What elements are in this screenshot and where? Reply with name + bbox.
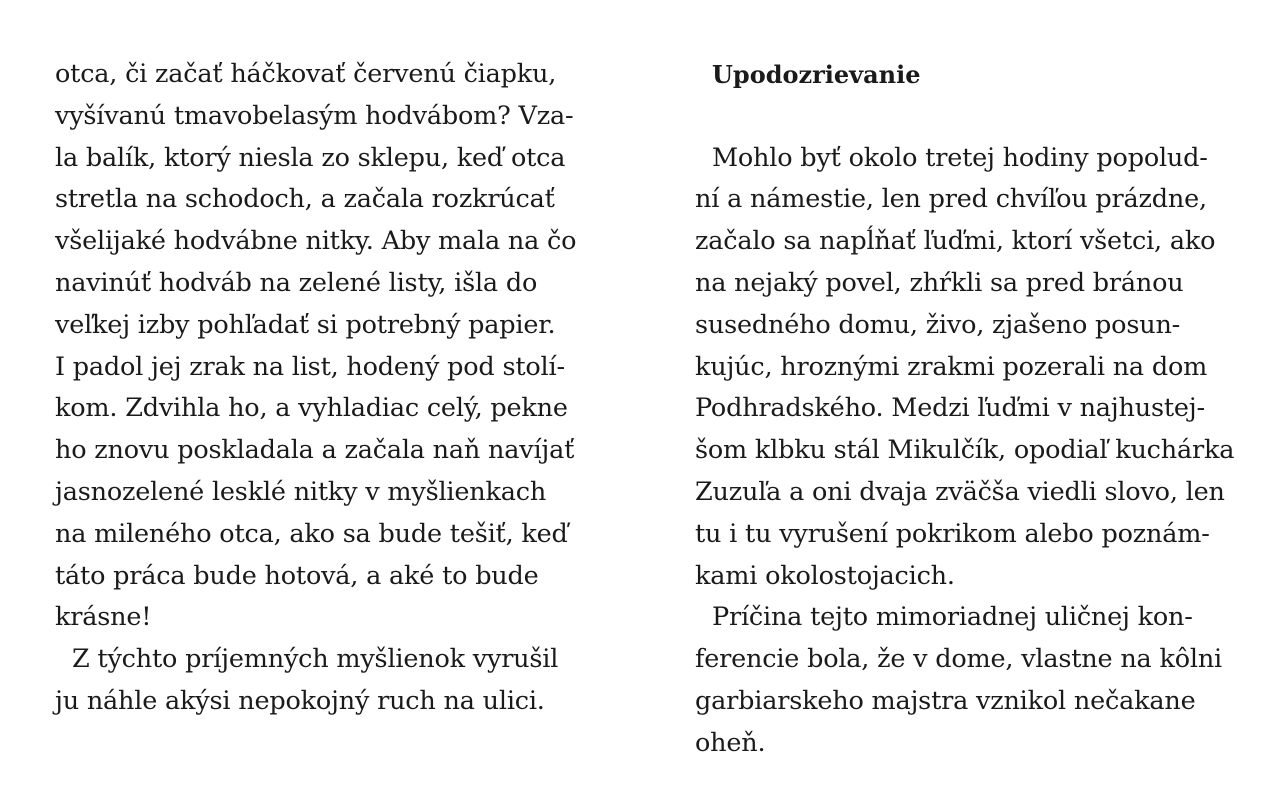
text-line: navinúť hodváb na zelené listy, išla do: [55, 267, 538, 298]
text-line: Príčina tejto mimoriadnej uličnej kon-: [712, 602, 1193, 633]
text-line: otca, či začať háčkovať červenú čiapku,: [55, 59, 557, 89]
heading-spacer: [695, 96, 1235, 138]
text-line: vyšívanú tmavobelasým hodvábom? Vza-: [55, 100, 574, 131]
text-line: tu i tu vyrušení pokrikom alebo poznám-: [695, 518, 1210, 549]
text-line: garbiarskeho majstra vznikol nečakane: [695, 685, 1196, 716]
text-line: veľkej izby pohľadať si potrebný papier.: [55, 309, 556, 340]
text-line: kami okolostojacich.: [695, 560, 955, 591]
text-line: ju náhle akýsi nepokojný ruch na ulici.: [55, 685, 545, 716]
text-line: Podhradského. Medzi ľuďmi v najhustej-: [695, 393, 1205, 424]
right-page: [695, 54, 1235, 765]
text-line: na nejaký povel, zhŕkli sa pred bránou: [695, 267, 1184, 298]
text-line: začalo sa napĺňať ľuďmi, ktorí všetci, ako: [695, 226, 1216, 257]
text-line: ferencie bola, že v dome, vlastne na kôlni: [695, 644, 1223, 675]
text-line: kom. Zdvihla ho, a vyhladiac celý, pekne: [55, 393, 568, 424]
text-line: na mileného otca, ako sa bude tešiť, keď: [55, 518, 568, 549]
text-line: Z týchto príjemných myšlienok vyrušil: [72, 644, 559, 675]
text-line: Zuzuľa a oni dvaja zväčša viedli slovo, len: [695, 476, 1225, 507]
text-line: jasnozelené lesklé nitky v myšlienkach: [55, 476, 547, 507]
text-line: Mohlo byť okolo tretej hodiny popolud-: [712, 142, 1208, 173]
text-line: stretla na schodoch, a začala rozkrúcať: [55, 184, 555, 215]
text-line: kujúc, hroznými zrakmi pozerali na dom: [695, 351, 1208, 382]
text-line: susedného domu, živo, zjašeno posun-: [695, 309, 1181, 340]
left-page: [55, 54, 595, 723]
text-line: la balík, ktorý niesla zo sklepu, keď otca: [55, 142, 566, 173]
text-line: I padol jej zrak na list, hodený pod stolí-: [55, 351, 565, 382]
chapter-heading: Upodozrievanie: [712, 60, 921, 89]
text-line: oheň.: [695, 727, 766, 758]
text-line: šom klbku stál Mikulčík, opodiaľ kuchárka: [695, 435, 1235, 466]
text-line: krásne!: [55, 602, 152, 633]
text-line: táto práca bude hotová, a aké to bude: [55, 560, 539, 591]
text-line: ho znovu poskladala a začala naň navíjať: [55, 435, 575, 466]
text-line: všelijaké hodvábne nitky. Aby mala na čo: [55, 226, 577, 257]
text-line: ní a námestie, len pred chvíľou prázdne,: [695, 184, 1207, 215]
